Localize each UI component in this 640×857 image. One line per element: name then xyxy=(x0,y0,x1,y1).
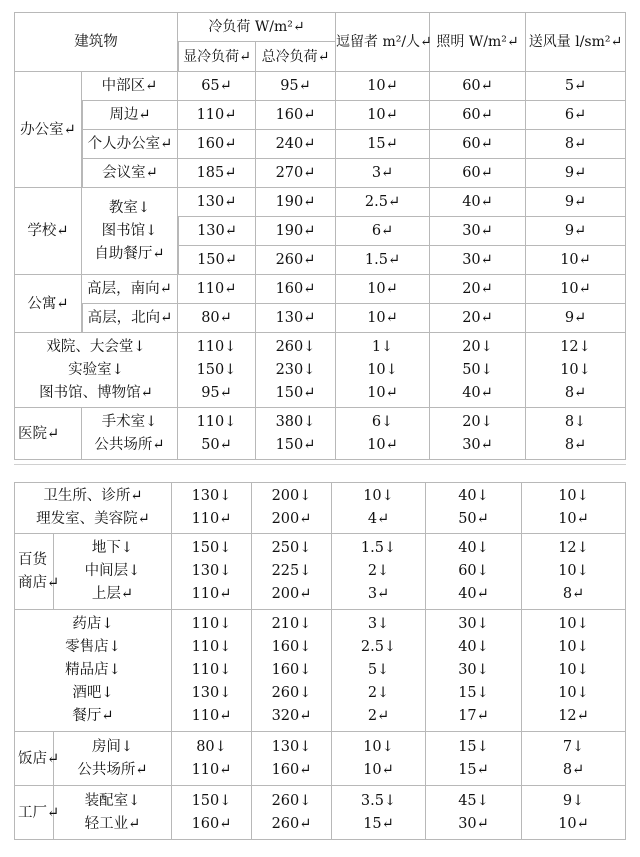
value: 150↵ xyxy=(275,436,316,453)
value: 230↓ xyxy=(275,361,316,378)
value: 8↵ xyxy=(564,384,587,401)
cell-airflow: 5↵ xyxy=(526,72,626,101)
value: 320↵ xyxy=(271,708,312,724)
group-school: 学校↵ xyxy=(14,188,82,275)
cell-airflow xyxy=(522,534,626,610)
cell-occupancy: 3↵ xyxy=(336,159,430,188)
value: 3.5↓ xyxy=(360,792,397,809)
table-row xyxy=(14,610,626,732)
value: 2.5↓ xyxy=(360,639,397,655)
cell-sensible: 130↵ xyxy=(178,217,256,246)
row-name: 个人办公室↵ xyxy=(82,130,178,159)
value: 40↓ xyxy=(458,639,489,655)
dept-names xyxy=(54,534,172,610)
cell-occupancy: 10↵ xyxy=(336,304,430,333)
value: 2↓ xyxy=(367,563,390,579)
table-row xyxy=(14,482,626,534)
cell-occupancy xyxy=(332,610,426,732)
value: 1.5↓ xyxy=(360,540,397,556)
cell-total: 95↵ xyxy=(256,72,336,101)
value: 130↓ xyxy=(191,488,232,504)
group-hotel: 饭店↵ xyxy=(14,732,54,786)
row-name: 轻工业↵ xyxy=(84,815,141,832)
cell-lighting xyxy=(426,732,522,786)
value: 15↵ xyxy=(363,815,394,832)
cell-sensible xyxy=(172,786,252,840)
cell-sensible xyxy=(178,333,256,408)
value: 110↵ xyxy=(191,586,232,602)
value: 40↵ xyxy=(458,586,489,602)
cell-occupancy: 2.5↵ xyxy=(336,188,430,217)
group-hospital: 医院↵ xyxy=(14,408,82,460)
group-apartment: 公寓↵ xyxy=(14,275,82,333)
value: 20↓ xyxy=(462,338,493,355)
value: 5↓ xyxy=(367,662,390,678)
cooling-load-table-part1 xyxy=(14,12,626,465)
table-row xyxy=(14,333,626,408)
header-lighting: 照明 W/m²↵ xyxy=(430,12,526,72)
value: 12↓ xyxy=(558,540,589,556)
cell-airflow xyxy=(522,786,626,840)
cell-total: 240↵ xyxy=(256,130,336,159)
value: 130↓ xyxy=(271,738,312,755)
value: 250↓ xyxy=(271,540,312,556)
value: 10↵ xyxy=(558,511,589,527)
cell-airflow: 10↵ xyxy=(526,275,626,304)
group-label: 商店↵ xyxy=(18,574,60,591)
value: 10↵ xyxy=(367,384,398,401)
value: 50↵ xyxy=(458,511,489,527)
value: 110↓ xyxy=(196,413,237,430)
value: 110↵ xyxy=(191,511,232,527)
value: 80↓ xyxy=(196,738,227,755)
value: 2↓ xyxy=(367,685,390,701)
value: 1↓ xyxy=(371,338,394,355)
value: 150↓ xyxy=(191,792,232,809)
value: 10↓ xyxy=(363,738,394,755)
row-name: 公共场所↵ xyxy=(77,761,148,778)
cell-total: 260↵ xyxy=(256,246,336,275)
value: 9↓ xyxy=(562,792,585,809)
cell-lighting: 20↵ xyxy=(430,304,526,333)
table-row xyxy=(14,460,626,465)
value: 8↵ xyxy=(562,586,585,602)
table-row xyxy=(14,786,626,840)
cell-total: 160↵ xyxy=(256,101,336,130)
cell-sensible xyxy=(178,408,256,460)
cell-sensible: 150↵ xyxy=(178,246,256,275)
value: 10↵ xyxy=(558,815,589,832)
value: 40↵ xyxy=(462,384,493,401)
cell-occupancy xyxy=(332,732,426,786)
cell-total: 190↵ xyxy=(256,217,336,246)
row-name: 教室↓ xyxy=(108,199,151,216)
row-name: 自助餐厅↵ xyxy=(94,245,165,262)
value: 110↓ xyxy=(191,639,232,655)
row-name: 酒吧↓ xyxy=(72,685,114,701)
row-name: 零售店↓ xyxy=(65,639,121,655)
value: 10↓ xyxy=(558,563,589,579)
cell-total: 130↵ xyxy=(256,304,336,333)
cell-occupancy: 10↵ xyxy=(336,275,430,304)
value: 40↓ xyxy=(458,540,489,556)
value: 10↓ xyxy=(363,488,394,504)
value: 150↓ xyxy=(191,540,232,556)
header-sensible: 显冷负荷↵ xyxy=(178,42,256,72)
value: 15↓ xyxy=(458,685,489,701)
cell-occupancy xyxy=(332,786,426,840)
group-department-store xyxy=(14,534,60,610)
school-names xyxy=(82,188,178,275)
cell-lighting: 20↵ xyxy=(430,275,526,304)
value: 45↓ xyxy=(458,792,489,809)
header-airflow: 送风量 l/sm²↵ xyxy=(526,12,626,72)
value: 30↓ xyxy=(458,662,489,678)
value: 12↵ xyxy=(558,708,589,724)
value: 160↓ xyxy=(271,639,312,655)
header-building: 建筑物 xyxy=(14,12,178,72)
value: 10↓ xyxy=(558,639,589,655)
cell-lighting: 60↵ xyxy=(430,159,526,188)
cell-occupancy: 1.5↵ xyxy=(336,246,430,275)
group-office: 办公室↵ xyxy=(14,72,82,188)
table-row xyxy=(14,72,626,101)
value: 30↵ xyxy=(458,815,489,832)
cell-sensible: 110↵ xyxy=(178,101,256,130)
cell-total xyxy=(252,786,332,840)
cell-occupancy xyxy=(332,482,426,534)
cell-airflow xyxy=(526,408,626,460)
cell-airflow: 9↵ xyxy=(526,217,626,246)
table-row xyxy=(14,130,626,159)
row-name: 戏院、大会堂↓ xyxy=(46,338,146,355)
row-name: 装配室↓ xyxy=(84,792,141,809)
value: 50↵ xyxy=(201,436,232,453)
table-row xyxy=(14,534,626,610)
cell-airflow: 8↵ xyxy=(526,130,626,159)
value: 10↵ xyxy=(363,761,394,778)
value: 10↓ xyxy=(560,361,591,378)
cell-airflow xyxy=(522,610,626,732)
value: 60↓ xyxy=(458,563,489,579)
cell-airflow: 9↵ xyxy=(526,159,626,188)
cell-lighting: 60↵ xyxy=(430,72,526,101)
cell-occupancy xyxy=(336,408,430,460)
cell-lighting xyxy=(426,534,522,610)
cell-sensible: 130↵ xyxy=(178,188,256,217)
row-name: 高层，南向↵ xyxy=(82,275,178,304)
value: 10↓ xyxy=(558,488,589,504)
cell-airflow: 10↵ xyxy=(526,246,626,275)
value: 110↓ xyxy=(191,616,232,632)
value: 130↓ xyxy=(191,685,232,701)
table-row xyxy=(14,101,626,130)
value: 210↓ xyxy=(271,616,312,632)
cell-total xyxy=(256,408,336,460)
value: 8↓ xyxy=(564,413,587,430)
value: 130↓ xyxy=(191,563,232,579)
cell-lighting xyxy=(430,408,526,460)
cell-lighting xyxy=(426,482,522,534)
row-name: 公共场所↵ xyxy=(94,436,165,453)
cell-airflow xyxy=(522,732,626,786)
cell-lighting: 30↵ xyxy=(430,217,526,246)
value: 260↓ xyxy=(271,792,312,809)
value: 15↵ xyxy=(458,761,489,778)
cell-sensible xyxy=(172,732,252,786)
cell-lighting xyxy=(426,786,522,840)
cell-lighting xyxy=(426,610,522,732)
value: 95↵ xyxy=(201,384,232,401)
cell-occupancy xyxy=(336,333,430,408)
row-name: 中部区↵ xyxy=(82,72,178,101)
cell-total xyxy=(256,333,336,408)
cell-sensible: 65↵ xyxy=(178,72,256,101)
value: 3↵ xyxy=(367,586,390,602)
cell-occupancy: 10↵ xyxy=(336,72,430,101)
value: 200↓ xyxy=(271,488,312,504)
clinic-names xyxy=(14,482,172,534)
cell-lighting: 60↵ xyxy=(430,130,526,159)
table-row xyxy=(14,304,626,333)
row-name: 图书馆、博物馆↵ xyxy=(39,384,153,401)
cooling-load-table-part2 xyxy=(14,482,626,840)
value: 8↵ xyxy=(562,761,585,778)
value: 160↓ xyxy=(271,662,312,678)
value: 110↵ xyxy=(191,761,232,778)
cell-airflow: 9↵ xyxy=(526,188,626,217)
table-row xyxy=(14,408,626,460)
header-total: 总冷负荷↵ xyxy=(256,42,336,72)
group-factory: 工厂↵ xyxy=(14,786,54,840)
cell-sensible: 110↵ xyxy=(178,275,256,304)
value: 30↓ xyxy=(458,616,489,632)
value: 7↓ xyxy=(562,738,585,755)
row-name: 中间层↓ xyxy=(84,563,141,579)
value: 200↵ xyxy=(271,511,312,527)
cell-airflow xyxy=(526,333,626,408)
cell-lighting: 30↵ xyxy=(430,246,526,275)
value: 260↓ xyxy=(275,338,316,355)
value: 15↓ xyxy=(458,738,489,755)
value: 10↓ xyxy=(558,685,589,701)
cell-occupancy: 10↵ xyxy=(336,101,430,130)
row-name: 会议室↵ xyxy=(82,159,178,188)
theater-names xyxy=(14,333,178,408)
shop-names xyxy=(14,610,172,732)
cell-total xyxy=(252,610,332,732)
header-cooling-load: 冷负荷 W/m²↵ xyxy=(178,12,336,42)
cell-sensible: 160↵ xyxy=(178,130,256,159)
cell-occupancy: 15↵ xyxy=(336,130,430,159)
value: 3↓ xyxy=(367,616,390,632)
value: 6↓ xyxy=(371,413,394,430)
spacer-row xyxy=(14,460,626,465)
row-name: 高层，北向↵ xyxy=(82,304,178,333)
cell-airflow: 9↵ xyxy=(526,304,626,333)
value: 30↵ xyxy=(462,436,493,453)
value: 10↓ xyxy=(367,361,398,378)
row-name: 手术室↓ xyxy=(101,413,158,430)
cell-total: 270↵ xyxy=(256,159,336,188)
value: 110↵ xyxy=(191,708,232,724)
value: 10↵ xyxy=(367,436,398,453)
value: 150↓ xyxy=(196,361,237,378)
row-name: 地下↓ xyxy=(91,540,134,556)
header-occupancy: 逗留者 m²/人↵ xyxy=(336,12,430,72)
table-row xyxy=(14,159,626,188)
value: 40↓ xyxy=(458,488,489,504)
row-name: 精品店↓ xyxy=(65,662,121,678)
value: 260↓ xyxy=(271,685,312,701)
value: 150↵ xyxy=(275,384,316,401)
value: 20↓ xyxy=(462,413,493,430)
cell-total xyxy=(252,482,332,534)
value: 50↓ xyxy=(462,361,493,378)
row-name: 理发室、美容院↵ xyxy=(36,511,150,527)
value: 10↓ xyxy=(558,662,589,678)
cell-total: 190↵ xyxy=(256,188,336,217)
row-name: 卫生所、诊所↵ xyxy=(43,488,143,504)
row-name: 上层↵ xyxy=(91,586,134,602)
table-row xyxy=(14,188,626,217)
group-label: 百货 xyxy=(18,551,47,568)
value: 4↵ xyxy=(367,511,390,527)
row-name: 图书馆↓ xyxy=(101,222,158,239)
value: 10↓ xyxy=(558,616,589,632)
value: 17↵ xyxy=(458,708,489,724)
value: 2↵ xyxy=(367,708,390,724)
cell-total: 160↵ xyxy=(256,275,336,304)
hotel-names xyxy=(54,732,172,786)
cell-sensible: 185↵ xyxy=(178,159,256,188)
cell-airflow: 6↵ xyxy=(526,101,626,130)
value: 380↓ xyxy=(275,413,316,430)
cell-sensible xyxy=(172,534,252,610)
cell-lighting: 40↵ xyxy=(430,188,526,217)
row-name: 药店↓ xyxy=(72,616,114,632)
row-name: 房间↓ xyxy=(91,738,134,755)
value: 110↓ xyxy=(191,662,232,678)
row-name: 实验室↓ xyxy=(68,361,124,378)
value: 260↵ xyxy=(271,815,312,832)
cell-sensible xyxy=(172,610,252,732)
cell-lighting xyxy=(430,333,526,408)
table-row xyxy=(14,732,626,786)
cell-lighting: 60↵ xyxy=(430,101,526,130)
hospital-names xyxy=(82,408,178,460)
row-name: 餐厅↵ xyxy=(72,708,114,724)
cell-sensible: 80↵ xyxy=(178,304,256,333)
value: 110↓ xyxy=(196,338,237,355)
cell-airflow xyxy=(522,482,626,534)
value: 12↓ xyxy=(560,338,591,355)
cell-total xyxy=(252,534,332,610)
row-name: 周边↵ xyxy=(82,101,178,130)
cell-total xyxy=(252,732,332,786)
value: 160↵ xyxy=(271,761,312,778)
cell-occupancy xyxy=(332,534,426,610)
value: 200↵ xyxy=(271,586,312,602)
value: 160↵ xyxy=(191,815,232,832)
value: 225↓ xyxy=(271,563,312,579)
cell-occupancy: 6↵ xyxy=(336,217,430,246)
factory-names xyxy=(54,786,172,840)
value: 8↵ xyxy=(564,436,587,453)
table-row xyxy=(14,275,626,304)
cell-sensible xyxy=(172,482,252,534)
